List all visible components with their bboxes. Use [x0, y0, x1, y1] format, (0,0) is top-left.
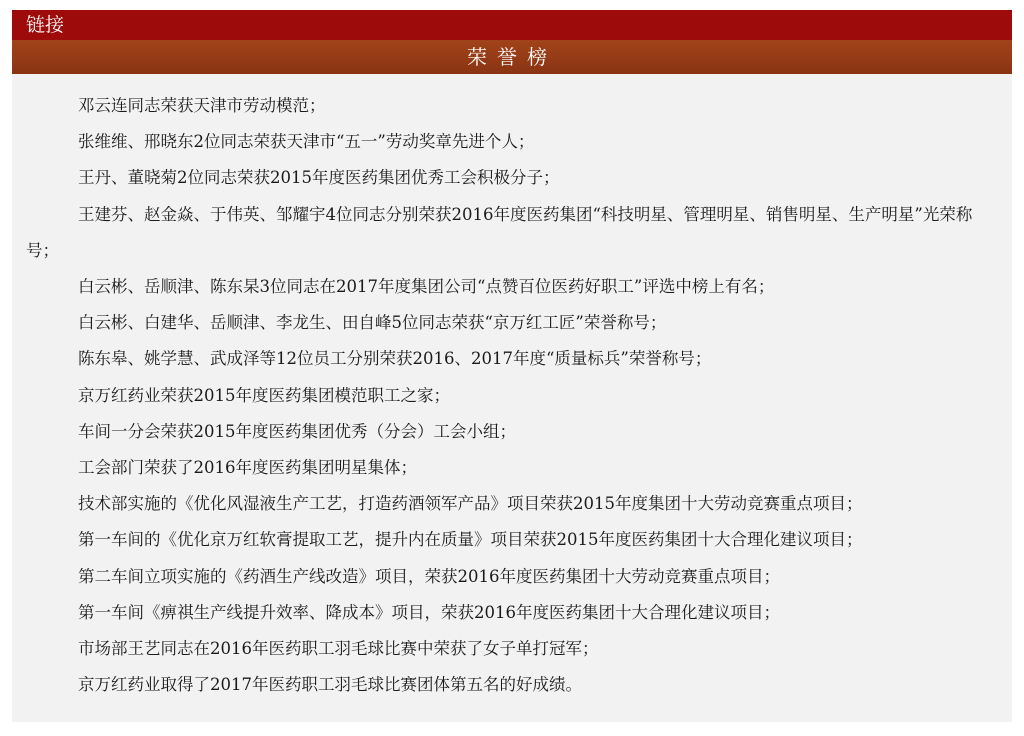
honor-roll-title-bar	[12, 40, 1012, 74]
honor-entry: 市场部王艺同志在2016年医药职工羽毛球比赛中荣获了女子单打冠军；	[78, 639, 599, 659]
link-header-label: 链接	[26, 14, 65, 36]
honor-entry: 白云彬、白建华、岳顺津、李龙生、田自峰5位同志荣获“京万红工匠”荣誉称号；	[78, 313, 667, 333]
honor-entry: 陈东皋、姚学慧、武成泽等12位员工分别荣获2016、2017年度“质量标兵”荣誉称号；	[78, 349, 712, 369]
honor-list	[12, 74, 1012, 722]
link-header-bar	[12, 10, 1012, 40]
honor-entry: 技术部实施的《优化风湿液生产工艺，打造药酒领军产品》项目荣获2015年度集团十大劳动竞赛重点项目；	[78, 494, 863, 514]
honor-entry: 第一车间的《优化京万红软膏提取工艺，提升内在质量》项目荣获2015年度医药集团十大合理化建议项目；	[78, 530, 863, 550]
honor-entry: 京万红药业取得了2017年医药职工羽毛球比赛团体第五名的好成绩。	[78, 675, 582, 695]
honor-entry: 王建芬、赵金焱、于伟英、邹耀宇4位同志分别荣获2016年度医药集团“科技明星、管理明星、销售明星、生产明星”光荣称号；	[26, 204, 973, 260]
honor-entry: 白云彬、岳顺津、陈东杲3位同志在2017年度集团公司“点赞百位医药好职工”评选中榜上有名；	[78, 277, 775, 297]
honor-roll-title: 荣誉榜	[467, 45, 557, 69]
honor-entry: 邓云连同志荣获天津市劳动模范；	[78, 96, 326, 115]
honor-entry: 王丹、董晓菊2位同志荣获2015年度医药集团优秀工会积极分子；	[78, 168, 560, 188]
honor-entry: 车间一分会荣获2015年度医药集团优秀（分会）工会小组；	[78, 421, 516, 441]
honor-entry: 第一车间《痹祺生产线提升效率、降成本》项目，荣获2016年度医药集团十大合理化建议项目；	[78, 602, 780, 622]
honor-entry: 京万红药业荣获2015年度医药集团模范职工之家；	[78, 385, 450, 405]
honor-entry: 张维维、邢晓东2位同志荣获天津市“五一”劳动奖章先进个人；	[78, 132, 535, 152]
honor-entry: 工会部门荣获了2016年度医药集团明星集体；	[78, 458, 417, 478]
honor-entry: 第二车间立项实施的《药酒生产线改造》项目，荣获2016年度医药集团十大劳动竞赛重点项目；	[78, 566, 780, 586]
